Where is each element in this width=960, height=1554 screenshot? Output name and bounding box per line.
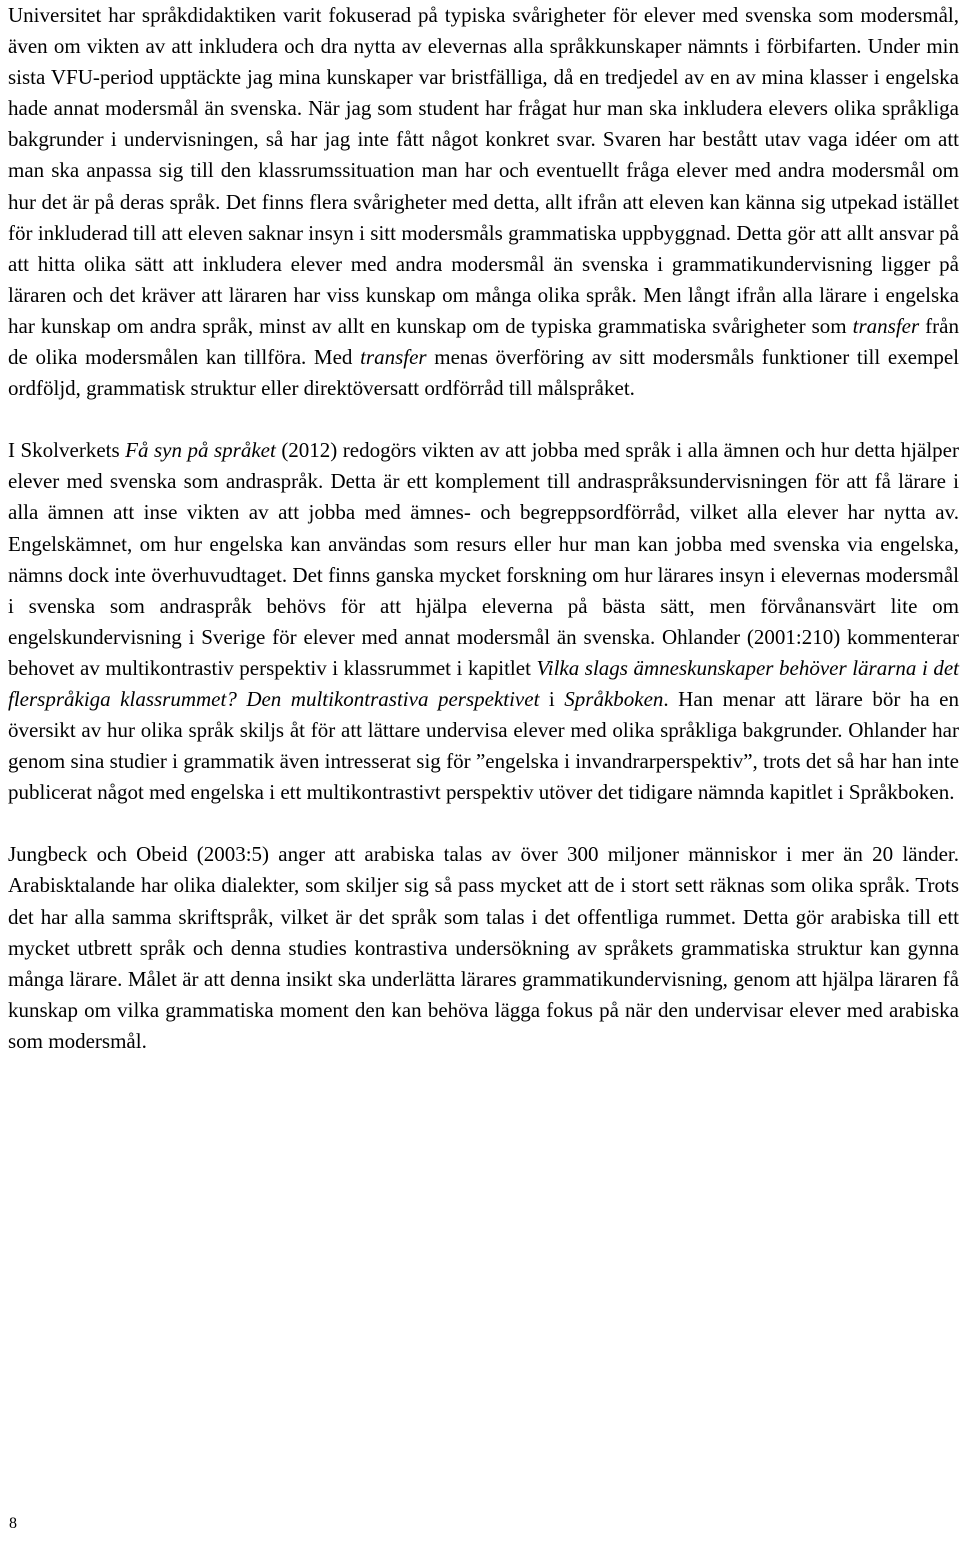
body-text	[8, 0, 959, 1057]
paragraph-3	[8, 839, 959, 1057]
text-segment: I Skolverkets	[8, 438, 126, 463]
text-segment: menas överföring av sitt modersmåls funktioner till exempel ordföljd, grammatisk struktur eller direktöversatt ordförråd till målspråket.	[8, 345, 959, 401]
paragraph-2	[8, 435, 959, 808]
text-segment: Jungbeck och Obeid (2003:5) anger att arabiska talas av över 300 miljoner människor i mer än 20 länder. Arabisktalande har olika dialekter, som skiljer sig så pass mycket att de i stort sett räknas som olika språk. Trots det har alla samma skriftspråk, vilket är det språk som talas i det offentliga rummet. Detta gör arabiska till ett mycket utbrett språk och denna studies kontrastiva undersökning av språkets grammatiska struktur kan gynna många lärare. Målet är att denna insikt ska underlätta lärares grammatikundervisning, genom att hjälpa läraren få kunskap om vilka grammatiska moment den kan behöva lägga fokus på när den undervisar elever med arabiska som modersmål.	[8, 842, 959, 1053]
text-segment: . Han menar att lärare bör ha en översikt av hur olika språk skiljs åt för att lättare undervisa elever med olika språkliga bakgrunder. Ohlander har genom sina studier i grammatik även intresserat sig för ”engelska i invandrarperspektiv”, trots det så har han inte publicerat något med engelska i ett multikontrastivt perspektiv utöver det tidigare nämnda kapitlet i Språkboken.	[8, 686, 960, 805]
paragraph-1	[8, 0, 959, 404]
italic-title-fa-syn-pa-spraket: Få syn på språket	[125, 438, 276, 463]
italic-term-transfer: transfer	[360, 345, 427, 370]
italic-title-sprakboken: Språkboken	[564, 686, 664, 711]
italic-term-transfer: transfer	[852, 313, 920, 338]
text-segment: i	[539, 686, 565, 711]
page-number: 8	[9, 1515, 17, 1532]
text-segment: Universitet har språkdidaktiken varit fokuserad på typiska svårigheter för elever med svenska som modersmål, även om vikten av att inkludera och dra nytta av elevernas alla språkkunskaper nämnts i förbifarten. Under min sista VFU-period upptäckte jag mina kunskaper var bristfälliga, då en tredjedel av en av mina klasser i engelska hade annat modersmål än svenska. När jag som student har frågat hur man ska inkludera elevers olika språkliga bakgrunder i undervisningen, så har jag inte fått något konkret svar. Svaren har bestått utav vaga idéer om att man ska anpassa sig till den klassrumssituation man har och eventuellt fråga elever med andra modersmål om hur det är på deras språk. Det finns flera svårigheter med detta, allt ifrån att eleven kan känna sig utpekad istället för inkluderad till att eleven saknar insyn i sitt modersmåls grammatiska uppbyggnad. Detta gör att allt ansvar på att hitta olika sätt att inkludera elever med andra modersmål än svenska i grammatikundervisning ligger på läraren och det kräver att läraren har viss kunskap om många olika språk. Men långt ifrån alla lärare i engelska har kunskap om andra språk, minst av allt en kunskap om de typiska grammatiska svårigheter som	[8, 3, 959, 338]
text-segment: från de olika modersmålen kan tillföra. Med	[8, 313, 959, 370]
text-segment: (2012) redogörs vikten av att jobba med språk i alla ämnen och hur detta hjälper elever med svenska som andraspråk. Detta är ett komplement till andraspråksundervisningen för att få lärare i alla ämnen att inse vikten av att jobba med ämnes- och begreppsordförråd, vilket alla elever har nytta av. Engelskämnet, om hur engelska kan användas som resurs eller hur man kan jobba med svenska via engelska, nämns dock inte överhuvudtaget. Det finns ganska mycket forskning om hur lärares insyn i elevernas modersmål i svenska som andraspråk behövs för att hjälpa eleverna på bästa sätt, men förvånansvärt lite om engelskundervisning i Sverige för elever med annat modersmål än svenska. Ohlander (2001:210) kommenterar behovet av multikontrastiv perspektiv i klassrummet i kapitlet	[8, 438, 959, 680]
italic-chapter-title: Vilka slags ämneskunskaper behöver lärarna i det flerspråkiga klassrummet? Den multikontrastiva perspektivet	[8, 655, 959, 711]
